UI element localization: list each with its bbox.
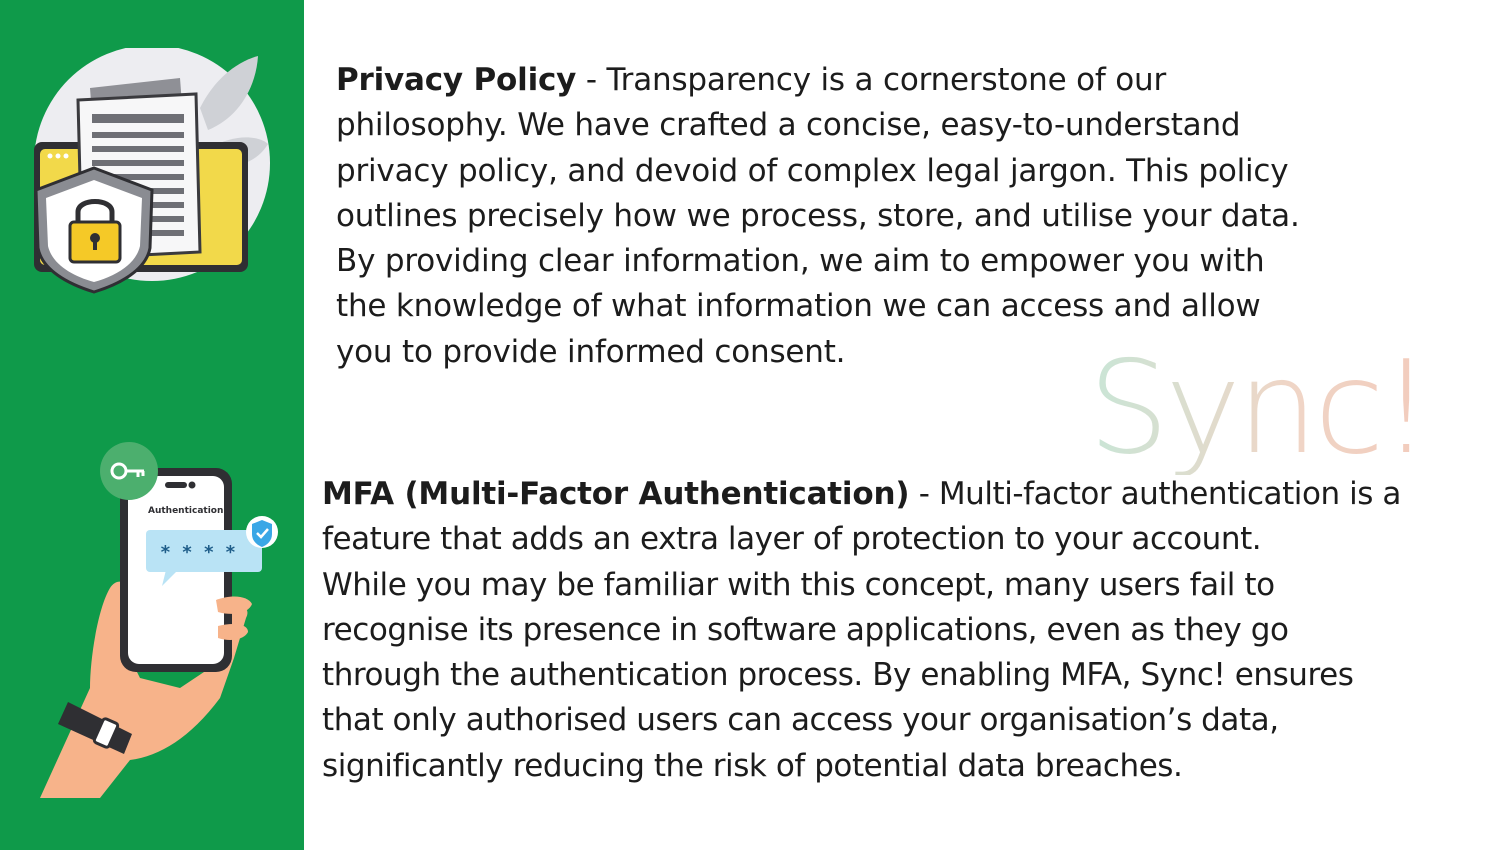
- privacy-first-line: [336, 58, 1436, 103]
- mfa-line: significantly reducing the risk of potential data breaches.: [322, 747, 1183, 784]
- mfa-line: recognise its presence in software applications, even as they go: [322, 611, 1289, 648]
- mfa-line: While you may be familiar with this concept, many users fail to: [322, 566, 1275, 603]
- phone-screen-title: Authentication: [148, 506, 224, 516]
- privacy-policy-illustration: [20, 48, 280, 298]
- mfa-line: feature that adds an extra layer of protection to your account.: [322, 521, 1262, 558]
- mfa-paragraph: [322, 472, 1510, 789]
- privacy-line: you to provide informed consent.: [336, 333, 846, 370]
- mfa-illustration: [20, 438, 290, 808]
- mfa-heading: MFA (Multi-Factor Authentication): [322, 476, 910, 512]
- privacy-line: outlines precisely how we process, store, and utilise your data.: [336, 197, 1300, 234]
- mfa-line: through the authentication process. By enabling MFA, Sync! ensures: [322, 657, 1354, 694]
- key-icon: [100, 442, 158, 500]
- privacy-line: - Transparency is a cornerstone of our: [576, 62, 1167, 98]
- privacy-policy-paragraph: [336, 58, 1436, 375]
- sync-logo-watermark: Sync!: [1088, 345, 1448, 475]
- mfa-first-line: [322, 472, 1510, 517]
- password-mask: * * * *: [160, 542, 236, 563]
- privacy-line: privacy policy, and devoid of complex legal jargon. This policy: [336, 152, 1289, 189]
- mfa-line: that only authorised users can access your organisation’s data,: [322, 702, 1279, 739]
- privacy-policy-heading: Privacy Policy: [336, 62, 577, 98]
- mfa-line: - Multi-factor authentication is a: [909, 476, 1401, 512]
- privacy-line: philosophy. We have crafted a concise, easy-to-understand: [336, 107, 1241, 144]
- privacy-line: the knowledge of what information we can access and allow: [336, 288, 1261, 325]
- verified-shield-icon: [246, 516, 278, 548]
- privacy-line: By providing clear information, we aim to empower you with: [336, 243, 1265, 280]
